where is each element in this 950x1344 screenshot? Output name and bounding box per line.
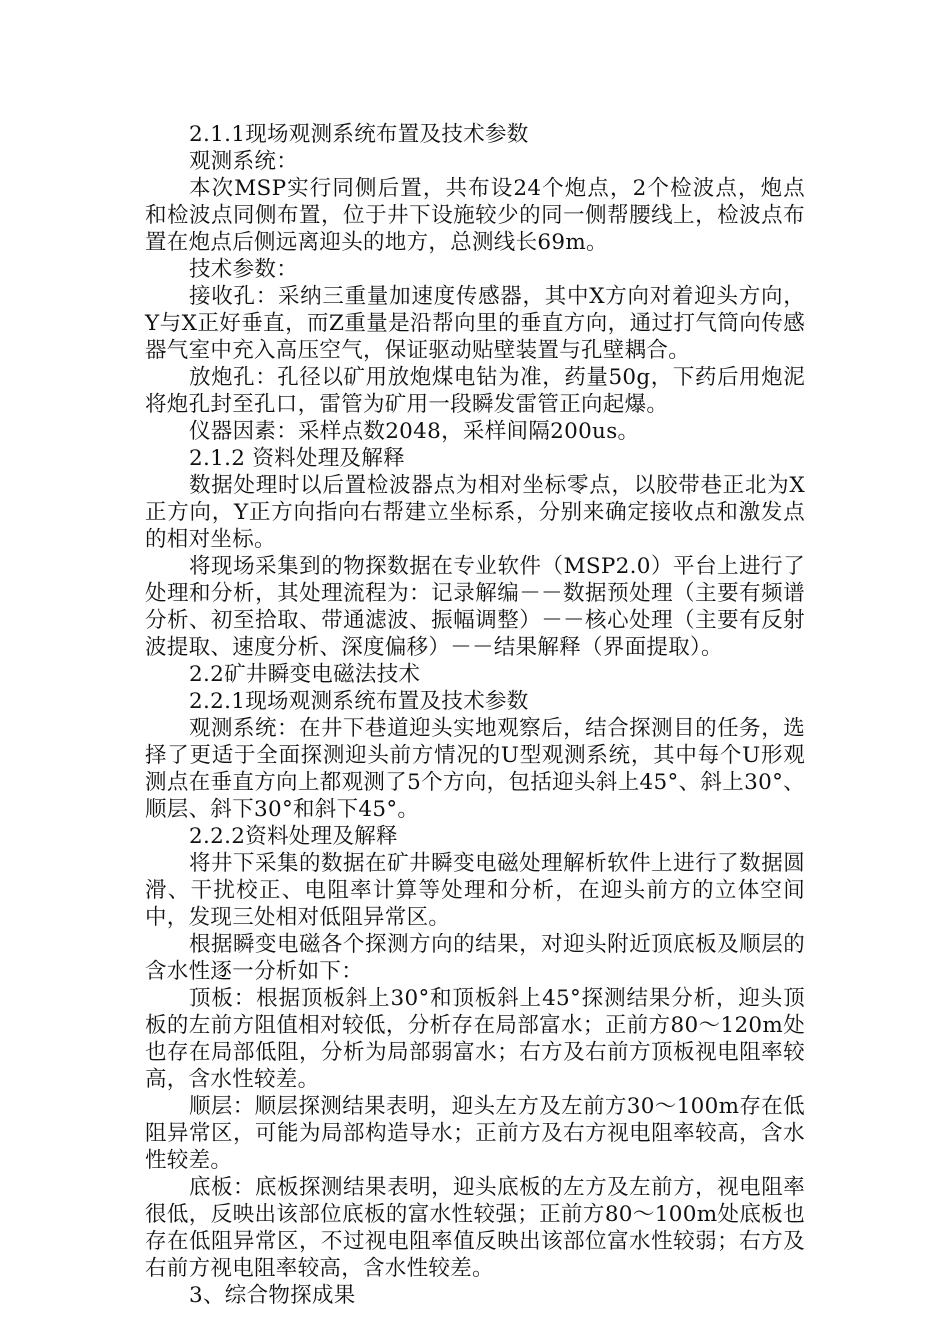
paragraph-shot-hole: 放炮孔：孔径以矿用放炮煤电钻为准，药量50g，下药后用炮泥将炮孔封至孔口，雷管为矿用一段瞬发雷管正向起爆。 (145, 365, 805, 417)
paragraph-msp-layout: 本次MSP实行同侧后置，共布设24个炮点，2个检波点，炮点和检波点同侧布置，位于井下设施较少的同一侧帮腰线上，检波点布置在炮点后侧远离迎头的地方，总测线长69m。 (145, 176, 805, 255)
heading-2-1-1: 2.1.1现场观测系统布置及技术参数 (189, 122, 529, 147)
document-body (145, 121, 805, 1309)
paragraph-receiver-hole: 接收孔：采纳三重量加速度传感器，其中X方向对着迎头方向，Y与X正好垂直，而Z重量是沿帮向里的垂直方向，通过打气筒向传感器气室中充入高压空气，保证驱动贴壁装置与孔壁耦合。 (145, 284, 805, 363)
heading-2-2-1: 2.2.1现场观测系统布置及技术参数 (189, 689, 529, 714)
paragraph-processing-flow: 将现场采集到的物探数据在专业软件（MSP2.0）平台上进行了处理和分析，其处理流程为：记录解编－－数据预处理（主要有频谱分析、初至拾取、带通滤波、振幅调整）－－核心处理（主要有反射波提取、速度分析、深度偏移）－－结果解释（界面提取）。 (145, 554, 805, 660)
heading-2-1-2: 2.1.2 资料处理及解释 (189, 446, 405, 471)
paragraph-u-observation-system: 观测系统：在井下巷道迎头实地观察后，结合探测目的任务，选择了更适于全面探测迎头前方情况的U型观测系统，其中每个U形观测点在垂直方向上都观测了5个方向，包括迎头斜上45°、斜上30°、顺层、斜下30°和斜下45°。 (145, 716, 805, 822)
paragraph-coordinate-system: 数据处理时以后置检波器点为相对坐标零点，以胶带巷正北为X正方向，Y正方向指向右帮建立坐标系，分别来确定接收点和激发点的相对坐标。 (145, 473, 805, 552)
paragraph-tem-processing: 将井下采集的数据在矿井瞬变电磁处理解析软件上进行了数据圆滑、干扰校正、电阻率计算等处理和分析，在迎头前方的立体空间中，发现三处相对低阻异常区。 (145, 851, 805, 930)
paragraph-roof: 顶板：根据顶板斜上30°和顶板斜上45°探测结果分析，迎头顶板的左前方阻值相对较低，分析存在局部富水；正前方80～120m处也存在局部低阻，分析为局部弱富水；右方及右前方顶板视电阻率较高，含水性较差。 (145, 986, 805, 1092)
heading-3: 3、综合物探成果 (189, 1283, 356, 1308)
paragraph-analysis-intro: 根据瞬变电磁各个探测方向的结果，对迎头附近顶底板及顺层的含水性逐一分析如下： (145, 932, 805, 984)
heading-2-2: 2.2矿井瞬变电磁法技术 (189, 662, 421, 687)
label-observation-system: 观测系统： (189, 149, 299, 174)
paragraph-instrument-factors: 仪器因素：采样点数2048，采样间隔200us。 (189, 419, 640, 444)
paragraph-bedding: 顺层：顺层探测结果表明，迎头左方及左前方30～100m存在低阻异常区，可能为局部构造导水；正前方及右方视电阻率较高，含水性较差。 (145, 1094, 805, 1173)
paragraph-floor: 底板：底板探测结果表明，迎头底板的左方及左前方，视电阻率很低，反映出该部位底板的富水性较强；正前方80～100m处底板也存在低阻异常区，不过视电阻率值反映出该部位富水性较弱；右方及右前方视电阻率较高，含水性较差。 (145, 1175, 805, 1281)
label-technical-parameters: 技术参数： (189, 257, 299, 282)
heading-2-2-2: 2.2.2资料处理及解释 (189, 824, 398, 849)
